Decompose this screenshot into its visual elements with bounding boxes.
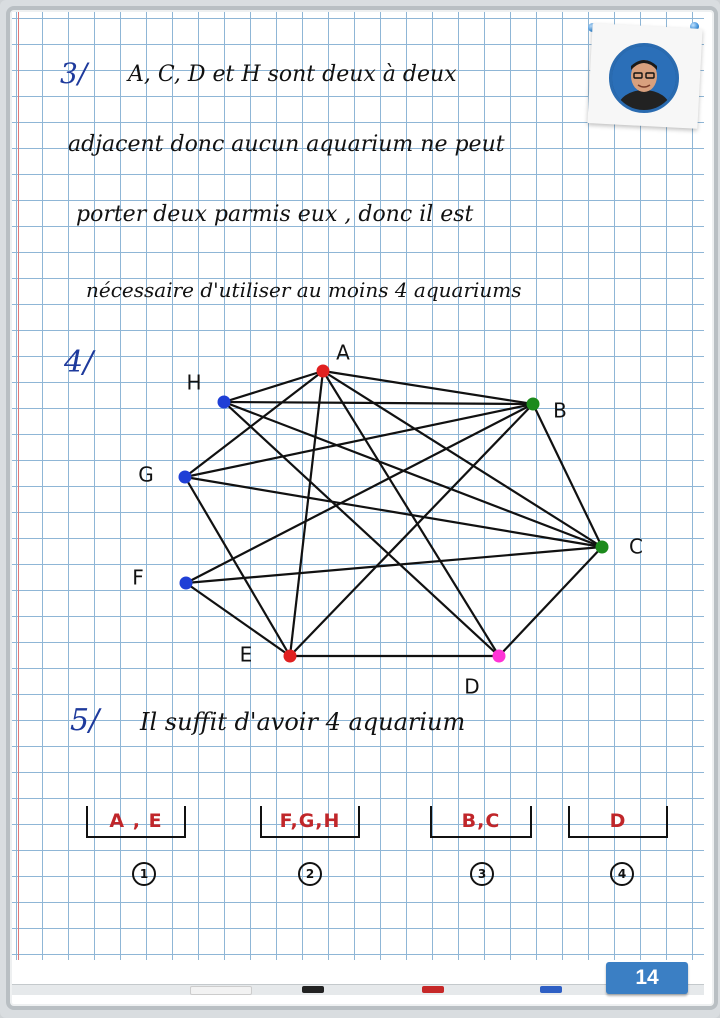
edge-H-B [224, 402, 533, 404]
marker-icon [190, 986, 252, 995]
edge-A-E [290, 371, 323, 656]
section-5-number: 5/ [70, 703, 100, 738]
edge-G-E [185, 477, 290, 656]
vertex-label-E: E [239, 642, 253, 667]
vertex-G [179, 471, 192, 484]
marker-tray [12, 984, 704, 995]
edge-G-C [185, 477, 602, 547]
vertex-label-C: C [629, 534, 643, 559]
vertex-label-H: H [186, 370, 202, 395]
marker-icon [540, 986, 562, 993]
vertex-H [218, 396, 231, 409]
section-5-text: Il suffit d'avoir 4 aquarium [140, 708, 466, 736]
edge-C-D [499, 547, 602, 656]
vertex-label-G: G [138, 462, 154, 487]
vertex-C [596, 541, 609, 554]
group-number-2: 2 [298, 862, 322, 886]
section-3-number: 3/ [60, 57, 88, 90]
vertex-label-D: D [464, 674, 480, 699]
page-number-badge: 14 [606, 962, 688, 994]
group-box-4: D [568, 806, 668, 838]
edge-F-C [186, 547, 602, 583]
edge-A-G [185, 371, 323, 477]
vertex-D [493, 650, 506, 663]
edge-A-D [323, 371, 499, 656]
group-box-3: B,C [430, 806, 532, 838]
edge-H-C [224, 402, 602, 547]
vertex-E [284, 650, 297, 663]
group-box-1: A , E [86, 806, 186, 838]
group-number-4: 4 [610, 862, 634, 886]
section-4-number: 4/ [64, 345, 94, 380]
edge-A-B [323, 371, 533, 404]
section-3-line-4: nécessaire d'utiliser au moins 4 aquariums [86, 278, 522, 302]
section-3-line-1: A, C, D et H sont deux à deux [128, 62, 457, 87]
marker-icon [422, 986, 444, 993]
vertex-A [317, 365, 330, 378]
marker-icon [302, 986, 324, 993]
vertex-label-B: B [553, 398, 567, 423]
vertex-F [180, 577, 193, 590]
group-number-1: 1 [132, 862, 156, 886]
section-3-line-2: adjacent donc aucun aquarium ne peut [68, 132, 505, 157]
edge-A-H [224, 371, 323, 402]
vertex-B [527, 398, 540, 411]
section-3-line-3: porter deux parmis eux , donc il est [76, 202, 474, 227]
vertex-label-F: F [132, 565, 144, 590]
group-box-2: F,G,H [260, 806, 360, 838]
group-number-3: 3 [470, 862, 494, 886]
vertex-label-A: A [336, 340, 350, 365]
edge-F-E [186, 583, 290, 656]
